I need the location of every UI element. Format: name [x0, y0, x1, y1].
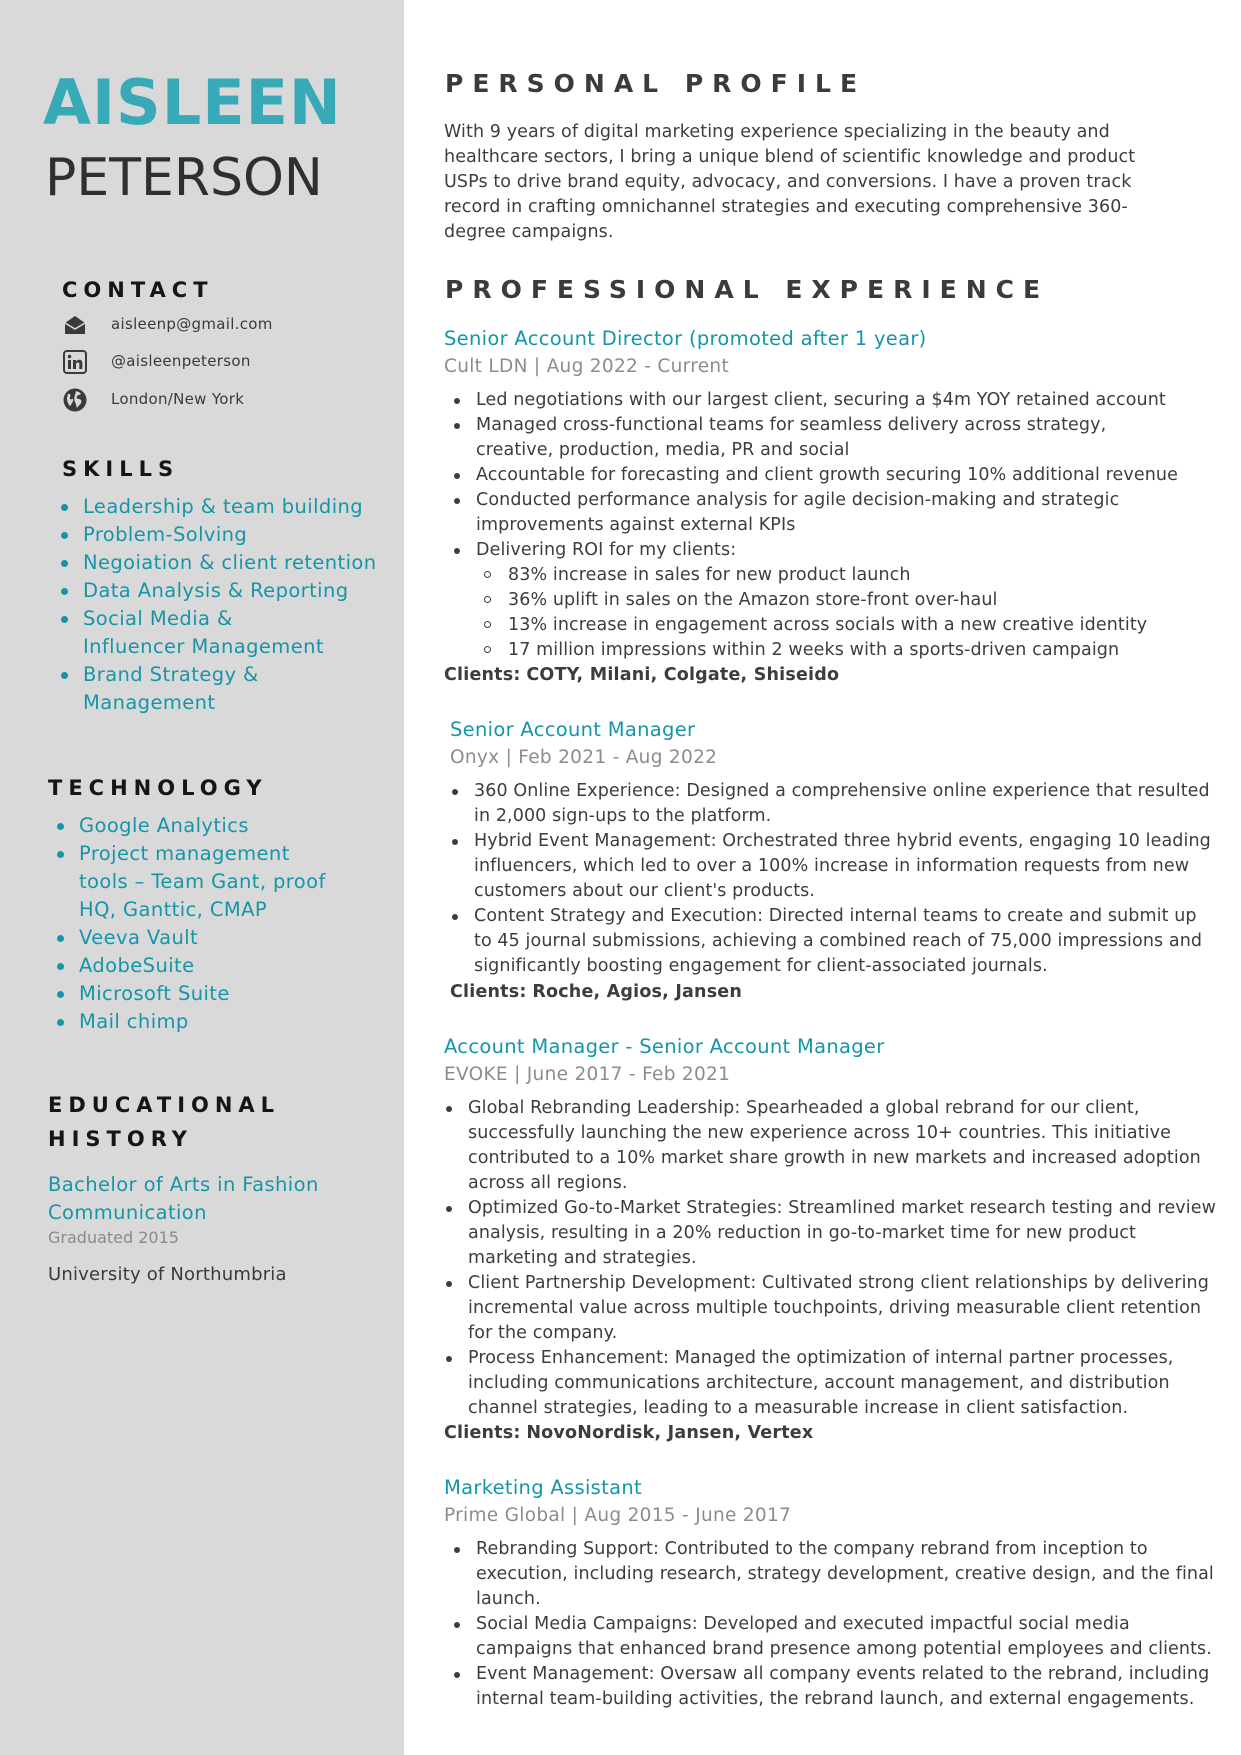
- job-clients: [444, 1421, 813, 1446]
- contact-email-row: [62, 311, 273, 339]
- linkedin-icon: [62, 349, 88, 375]
- technology-heading: TECHNOLOGY: [48, 776, 268, 800]
- main-content: [404, 0, 1241, 1755]
- job-bullet: Client Partnership Development: Cultivated strong client relationships by delivering incremental value across multiple touchpoints, driving measurable client retention for the company.: [436, 1271, 1216, 1346]
- education-heading-line1: EDUCATIONAL: [48, 1093, 281, 1117]
- university-name: University of Northumbria: [48, 1264, 287, 1285]
- job-bullet: Process Enhancement: Managed the optimization of internal partner processes, including communications architecture, account management, and distribution channel strategies, leading to a measurable increase in client satisfaction.: [436, 1346, 1216, 1421]
- contact-location: London/New York: [111, 390, 245, 408]
- job-clients: [450, 980, 742, 1005]
- contact-linkedin[interactable]: @aisleenpeterson: [111, 352, 251, 370]
- technology-item: Google Analytics: [53, 812, 363, 840]
- roi-item: 13% increase in engagement across socials with a new creative identity: [476, 613, 1204, 638]
- skill-item: Problem-Solving: [57, 521, 387, 549]
- job-bullet: [444, 538, 1204, 663]
- clients-list: COTY, Milani, Colgate, Shiseido: [526, 665, 840, 685]
- technology-item: AdobeSuite: [53, 952, 363, 980]
- education-heading-line2: HISTORY: [48, 1127, 193, 1151]
- profile-text: With 9 years of digital marketing experience specializing in the beauty and healthcare sectors, I bring a unique blend of scientific knowledge and product USPs to drive brand equity, advocacy, and conversions. I have a proven track record in crafting omnichannel strategies and executing comprehensive 360-degree campaigns.: [444, 122, 1136, 242]
- job-bullets: [444, 1537, 1224, 1712]
- experience-heading: PROFESSIONAL EXPERIENCE: [445, 275, 1050, 304]
- job-bullet: 360 Online Experience: Designed a comprehensive online experience that resulted in 2,000 sign-ups to the platform.: [442, 779, 1212, 829]
- job-company: Cult LDN | Aug 2022 - Current: [444, 356, 730, 377]
- job-bullet: Global Rebranding Leadership: Spearheaded a global rebrand for our client, successfully launching the new experience across 10+ countries. This initiative contributed to a 10% market share growth in new markets and increased adoption across all regions.: [436, 1096, 1216, 1196]
- graduation-year: Graduated 2015: [48, 1228, 179, 1247]
- job-bullet: Rebranding Support: Contributed to the company rebrand from inception to execution, including research, strategy development, creative design, and the final launch.: [444, 1537, 1224, 1612]
- contact-linkedin-row: [62, 348, 251, 376]
- technology-item: Mail chimp: [53, 1008, 363, 1036]
- job-title: Account Manager - Senior Account Manager: [444, 1035, 885, 1058]
- skill-item: Leadership & team building: [57, 493, 387, 521]
- skills-list: [57, 493, 387, 717]
- clients-label: Clients:: [450, 982, 527, 1002]
- clients-label: Clients:: [444, 665, 521, 685]
- job-company: EVOKE | June 2017 - Feb 2021: [444, 1064, 731, 1085]
- job-bullets: [442, 779, 1212, 979]
- skills-heading: SKILLS: [62, 457, 180, 481]
- contact-email[interactable]: aisleenp@gmail.com: [111, 315, 273, 333]
- clients-list: Roche, Agios, Jansen: [532, 982, 743, 1002]
- job-bullet: Hybrid Event Management: Orchestrated three hybrid events, engaging 10 leading influencers, which led to over a 100% increase in information requests from new customers about our client's products.: [442, 829, 1212, 904]
- job-bullet: Accountable for forecasting and client growth securing 10% additional revenue: [444, 463, 1204, 488]
- globe-icon: [62, 387, 88, 413]
- clients-list: NovoNordisk, Jansen, Vertex: [526, 1423, 814, 1443]
- job-title: Senior Account Director (promoted after 1 year): [444, 327, 927, 350]
- envelope-icon: [62, 312, 88, 338]
- sidebar: [0, 0, 404, 1755]
- job-company: Prime Global | Aug 2015 - June 2017: [444, 1505, 792, 1526]
- roi-item: 83% increase in sales for new product launch: [476, 563, 1204, 588]
- job-bullets: [444, 388, 1204, 663]
- roi-item: 36% uplift in sales on the Amazon store-front over-haul: [476, 588, 1204, 613]
- clients-label: Clients:: [444, 1423, 521, 1443]
- job-title: Senior Account Manager: [450, 718, 696, 741]
- profile-heading: PERSONAL PROFILE: [445, 69, 867, 98]
- job-bullet: Event Management: Oversaw all company events related to the rebrand, including internal team-building activities, the rebrand launch, and external engagements.: [444, 1662, 1224, 1712]
- job-bullet: Conducted performance analysis for agile decision-making and strategic improvements against external KPIs: [444, 488, 1136, 538]
- last-name: PETERSON: [45, 148, 323, 208]
- technology-item: Microsoft Suite: [53, 980, 363, 1008]
- job-bullet: Content Strategy and Execution: Directed internal teams to create and submit up to 45 journal submissions, achieving a combined reach of 75,000 impressions and significantly boosting engagement for client-associated journals.: [442, 904, 1212, 979]
- job-title: Marketing Assistant: [444, 1476, 642, 1499]
- skill-item: Brand Strategy & Management: [57, 661, 283, 717]
- skill-item: Data Analysis & Reporting: [57, 577, 387, 605]
- skill-item: Social Media & Influencer Management: [57, 605, 333, 661]
- technology-list: [53, 812, 363, 1036]
- job-clients: [444, 663, 839, 688]
- roi-sub-bullets: [476, 563, 1204, 663]
- job-bullet-text: Delivering ROI for my clients:: [476, 540, 737, 560]
- first-name: AISLEEN: [43, 66, 342, 139]
- contact-heading: CONTACT: [62, 278, 214, 302]
- job-bullet: Managed cross-functional teams for seamless delivery across strategy, creative, production, media, PR and social: [444, 413, 1156, 463]
- job-bullet: Led negotiations with our largest client, securing a $4m YOY retained account: [444, 388, 1204, 413]
- job-bullet: Social Media Campaigns: Developed and executed impactful social media campaigns that enhanced brand presence among potential employees and clients.: [444, 1612, 1224, 1662]
- job-company: Onyx | Feb 2021 - Aug 2022: [450, 747, 718, 768]
- technology-item: Project management tools – Team Gant, proof HQ, Ganttic, CMAP: [53, 840, 339, 924]
- job-bullet: Optimized Go-to-Market Strategies: Streamlined market research testing and review analysis, resulting in a 20% reduction in go-to-market time for new product marketing and strategies.: [436, 1196, 1216, 1271]
- contact-location-row: [62, 386, 245, 414]
- skill-item: Negoiation & client retention: [57, 549, 387, 577]
- technology-item: Veeva Vault: [53, 924, 363, 952]
- roi-item: 17 million impressions within 2 weeks with a sports-driven campaign: [476, 638, 1204, 663]
- degree-title: Bachelor of Arts in Fashion Communication: [48, 1173, 319, 1224]
- job-bullets: [436, 1096, 1216, 1421]
